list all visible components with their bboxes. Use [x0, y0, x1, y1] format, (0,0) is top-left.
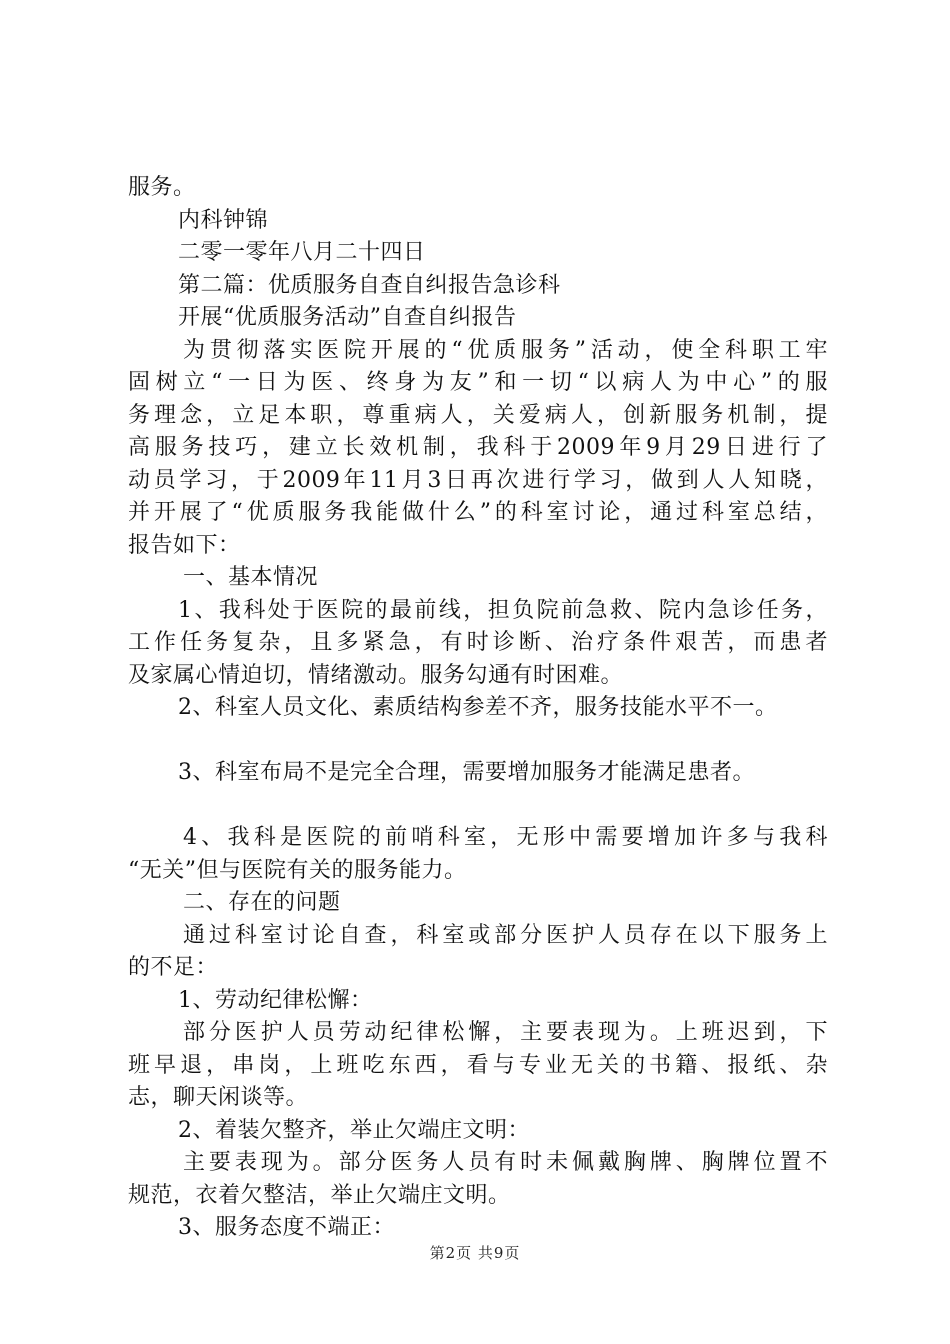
paragraph-line: 1、我科处于医院的最前线，担负院前急救、院内急诊任务， [178, 597, 828, 623]
paragraph-line: 高服务技巧，建立长效机制，我科于2009年9月29日进行了 [128, 435, 828, 460]
paragraph-line: 通过科室讨论自查，科室或部分医护人员存在以下服务上 [183, 922, 828, 948]
blank-line [128, 790, 828, 823]
paragraph-line: “无关”但与医院有关的服务能力。 [128, 857, 467, 883]
section-heading: 二、存在的问题 [183, 890, 341, 915]
page-number-footer: 第2页 共9页 [429, 1244, 521, 1262]
paragraph-line: 主要表现为。部分医务人员有时未佩戴胸牌、胸牌位置不 [183, 1150, 828, 1175]
section-heading: 一、基本情况 [183, 565, 319, 590]
paragraph-line: 为贯彻落实医院开展的“优质服务”活动，使全科职工牢 [183, 337, 828, 363]
paragraph-line: 工作任务复杂，且多紧急，有时诊断、治疗条件艰苦，而患者 [128, 630, 828, 655]
blank-line [128, 725, 828, 758]
paragraph-line: 的不足： [128, 955, 219, 980]
subsection-heading: 2、着装欠整齐，举止欠端庄文明： [178, 1117, 530, 1143]
document-body [128, 172, 828, 1245]
subsection-heading: 1、劳动纪律松懈： [178, 987, 373, 1013]
subsection-heading: 3、服务态度不端正： [178, 1215, 395, 1240]
text-line: 服务。 [128, 175, 196, 200]
paragraph-line: 报告如下： [128, 532, 241, 558]
date-line: 二零一零年八月二十四日 [178, 240, 426, 265]
paragraph-line: 动员学习，于2009年11月3日再次进行学习，做到人人知晓， [128, 467, 828, 493]
paragraph-line: 志，聊天闲谈等。 [128, 1085, 309, 1110]
report-title: 开展“优质服务活动”自查自纠报告 [178, 305, 517, 330]
paragraph-line: 及家属心情迫切，情绪激动。服务勾通有时困难。 [128, 662, 624, 688]
paragraph-line: 务理念，立足本职，尊重病人，关爱病人，创新服务机制，提 [128, 402, 828, 428]
paragraph-line: 3、科室布局不是完全合理，需要增加服务才能满足患者。 [178, 760, 755, 785]
paragraph-line: 规范，衣着欠整洁，举止欠端庄文明。 [128, 1182, 511, 1208]
paragraph-line: 部分医护人员劳动纪律松懈，主要表现为。上班迟到，下 [183, 1020, 828, 1045]
paragraph-line: 固树立“一日为医、终身为友”和一切“以病人为中心”的服 [128, 370, 828, 395]
chapter-heading: 第二篇：优质服务自查自纠报告急诊科 [178, 272, 561, 298]
author-line: 内科钟锦 [178, 207, 269, 233]
paragraph-line: 2、科室人员文化、素质结构参差不齐，服务技能水平不一。 [178, 695, 778, 720]
paragraph-line: 并开展了“优质服务我能做什么”的科室讨论，通过科室总结， [128, 500, 828, 525]
paragraph-line: 班早退，串岗，上班吃东西，看与专业无关的书籍、报纸、杂 [128, 1052, 828, 1078]
paragraph-line: 4、我科是医院的前哨科室，无形中需要增加许多与我科 [183, 825, 828, 850]
